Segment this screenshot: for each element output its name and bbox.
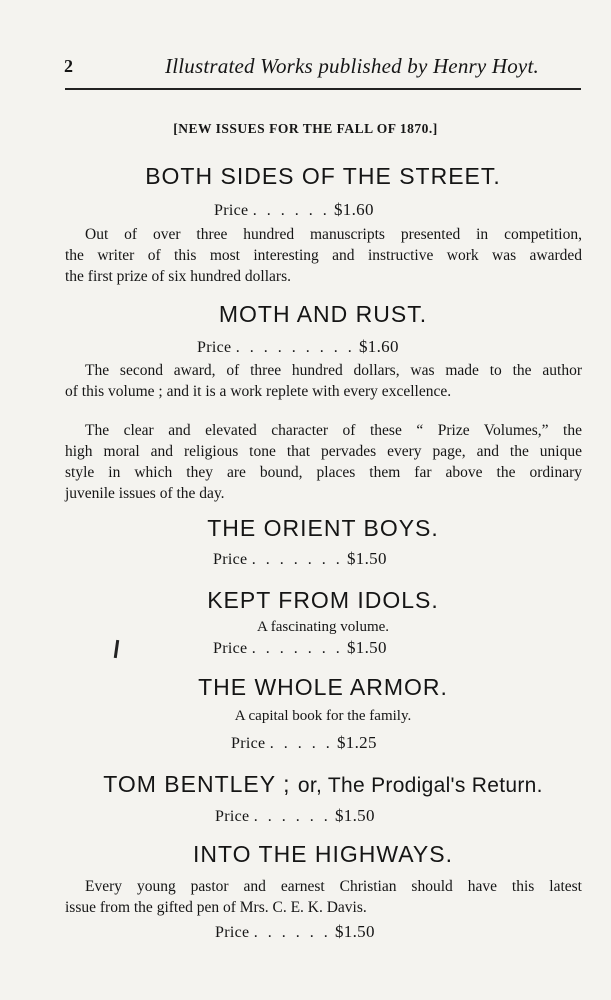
- book-subtitle: A capital book for the family.: [234, 708, 412, 724]
- running-title: Illustrated Works published by Henry Hoyt.: [165, 54, 539, 78]
- price-dots: . . . . . .: [252, 202, 330, 219]
- text-line: of this volume ; and it is a work replete with every excellence.: [65, 383, 452, 400]
- price-dots: . . . . . . .: [251, 551, 343, 568]
- price-amount: $1.50: [335, 806, 375, 825]
- text-line: Out of over three hundred manuscripts presented in competition,: [85, 226, 582, 243]
- book-title: BOTH SIDES OF THE STREET.: [145, 163, 501, 189]
- book-title: KEPT FROM IDOLS.: [207, 587, 439, 613]
- text-line: Every young pastor and earnest Christian should have this latest: [85, 878, 582, 895]
- book-title: INTO THE HIGHWAYS.: [193, 841, 453, 867]
- price-label: Price: [231, 735, 266, 752]
- book-title-alternate: or, The Prodigal's Return.: [297, 774, 543, 797]
- text-line: the writer of this most interesting and instructive work was awarded: [65, 247, 582, 264]
- text-line: style in which they are bound, places them far above the ordinary: [65, 464, 582, 481]
- book-subtitle: A fascinating volume.: [256, 619, 390, 635]
- price-label: Price: [197, 339, 232, 356]
- price-label: Price: [213, 551, 248, 568]
- price-amount: $1.60: [334, 200, 374, 219]
- price-line: [213, 638, 387, 658]
- price-dots: . . . . . . .: [251, 640, 343, 657]
- price-dots: . . . . . .: [253, 808, 331, 825]
- book-title: THE WHOLE ARMOR.: [198, 674, 448, 700]
- price-label: Price: [214, 202, 249, 219]
- text-line: issue from the gifted pen of Mrs. C. E. K. Davis.: [65, 899, 367, 916]
- book-title: MOTH AND RUST.: [218, 301, 428, 327]
- price-line: [213, 549, 387, 569]
- page-number: 2: [64, 56, 73, 76]
- price-line: [231, 733, 377, 753]
- text-line: high moral and religious tone that pervades every page, and the unique: [65, 443, 582, 460]
- price-amount: $1.25: [337, 733, 377, 752]
- running-header: [60, 54, 580, 82]
- book-title-main: TOM BENTLEY ;: [103, 771, 291, 797]
- book-description: [65, 224, 582, 287]
- price-line: [197, 337, 399, 357]
- prize-volumes-note: [65, 420, 582, 504]
- book-description: [65, 360, 582, 402]
- price-amount: $1.60: [359, 337, 399, 356]
- header-rule: [65, 88, 581, 90]
- ink-mark: [114, 640, 119, 658]
- book-title: [0, 771, 611, 798]
- price-amount: $1.50: [347, 638, 387, 657]
- book-title: THE ORIENT BOYS.: [207, 515, 439, 541]
- price-dots: . . . . . .: [253, 924, 331, 941]
- issue-heading: [NEW ISSUES FOR THE FALL OF 1870.]: [173, 121, 438, 136]
- price-line: [215, 922, 375, 942]
- price-label: Price: [213, 640, 248, 657]
- price-amount: $1.50: [347, 549, 387, 568]
- text-line: The clear and elevated character of these “ Prize Volumes,” the: [85, 422, 582, 439]
- text-line: The second award, of three hundred dollars, was made to the author: [85, 362, 582, 379]
- text-line: juvenile issues of the day.: [65, 485, 225, 502]
- price-label: Price: [215, 808, 250, 825]
- price-amount: $1.50: [335, 922, 375, 941]
- price-label: Price: [215, 924, 250, 941]
- price-line: [214, 200, 374, 220]
- price-line: [215, 806, 375, 826]
- price-dots: . . . . . . . . .: [235, 339, 355, 356]
- book-description: [65, 876, 582, 918]
- price-dots: . . . . .: [269, 735, 333, 752]
- text-line: the first prize of six hundred dollars.: [65, 268, 291, 285]
